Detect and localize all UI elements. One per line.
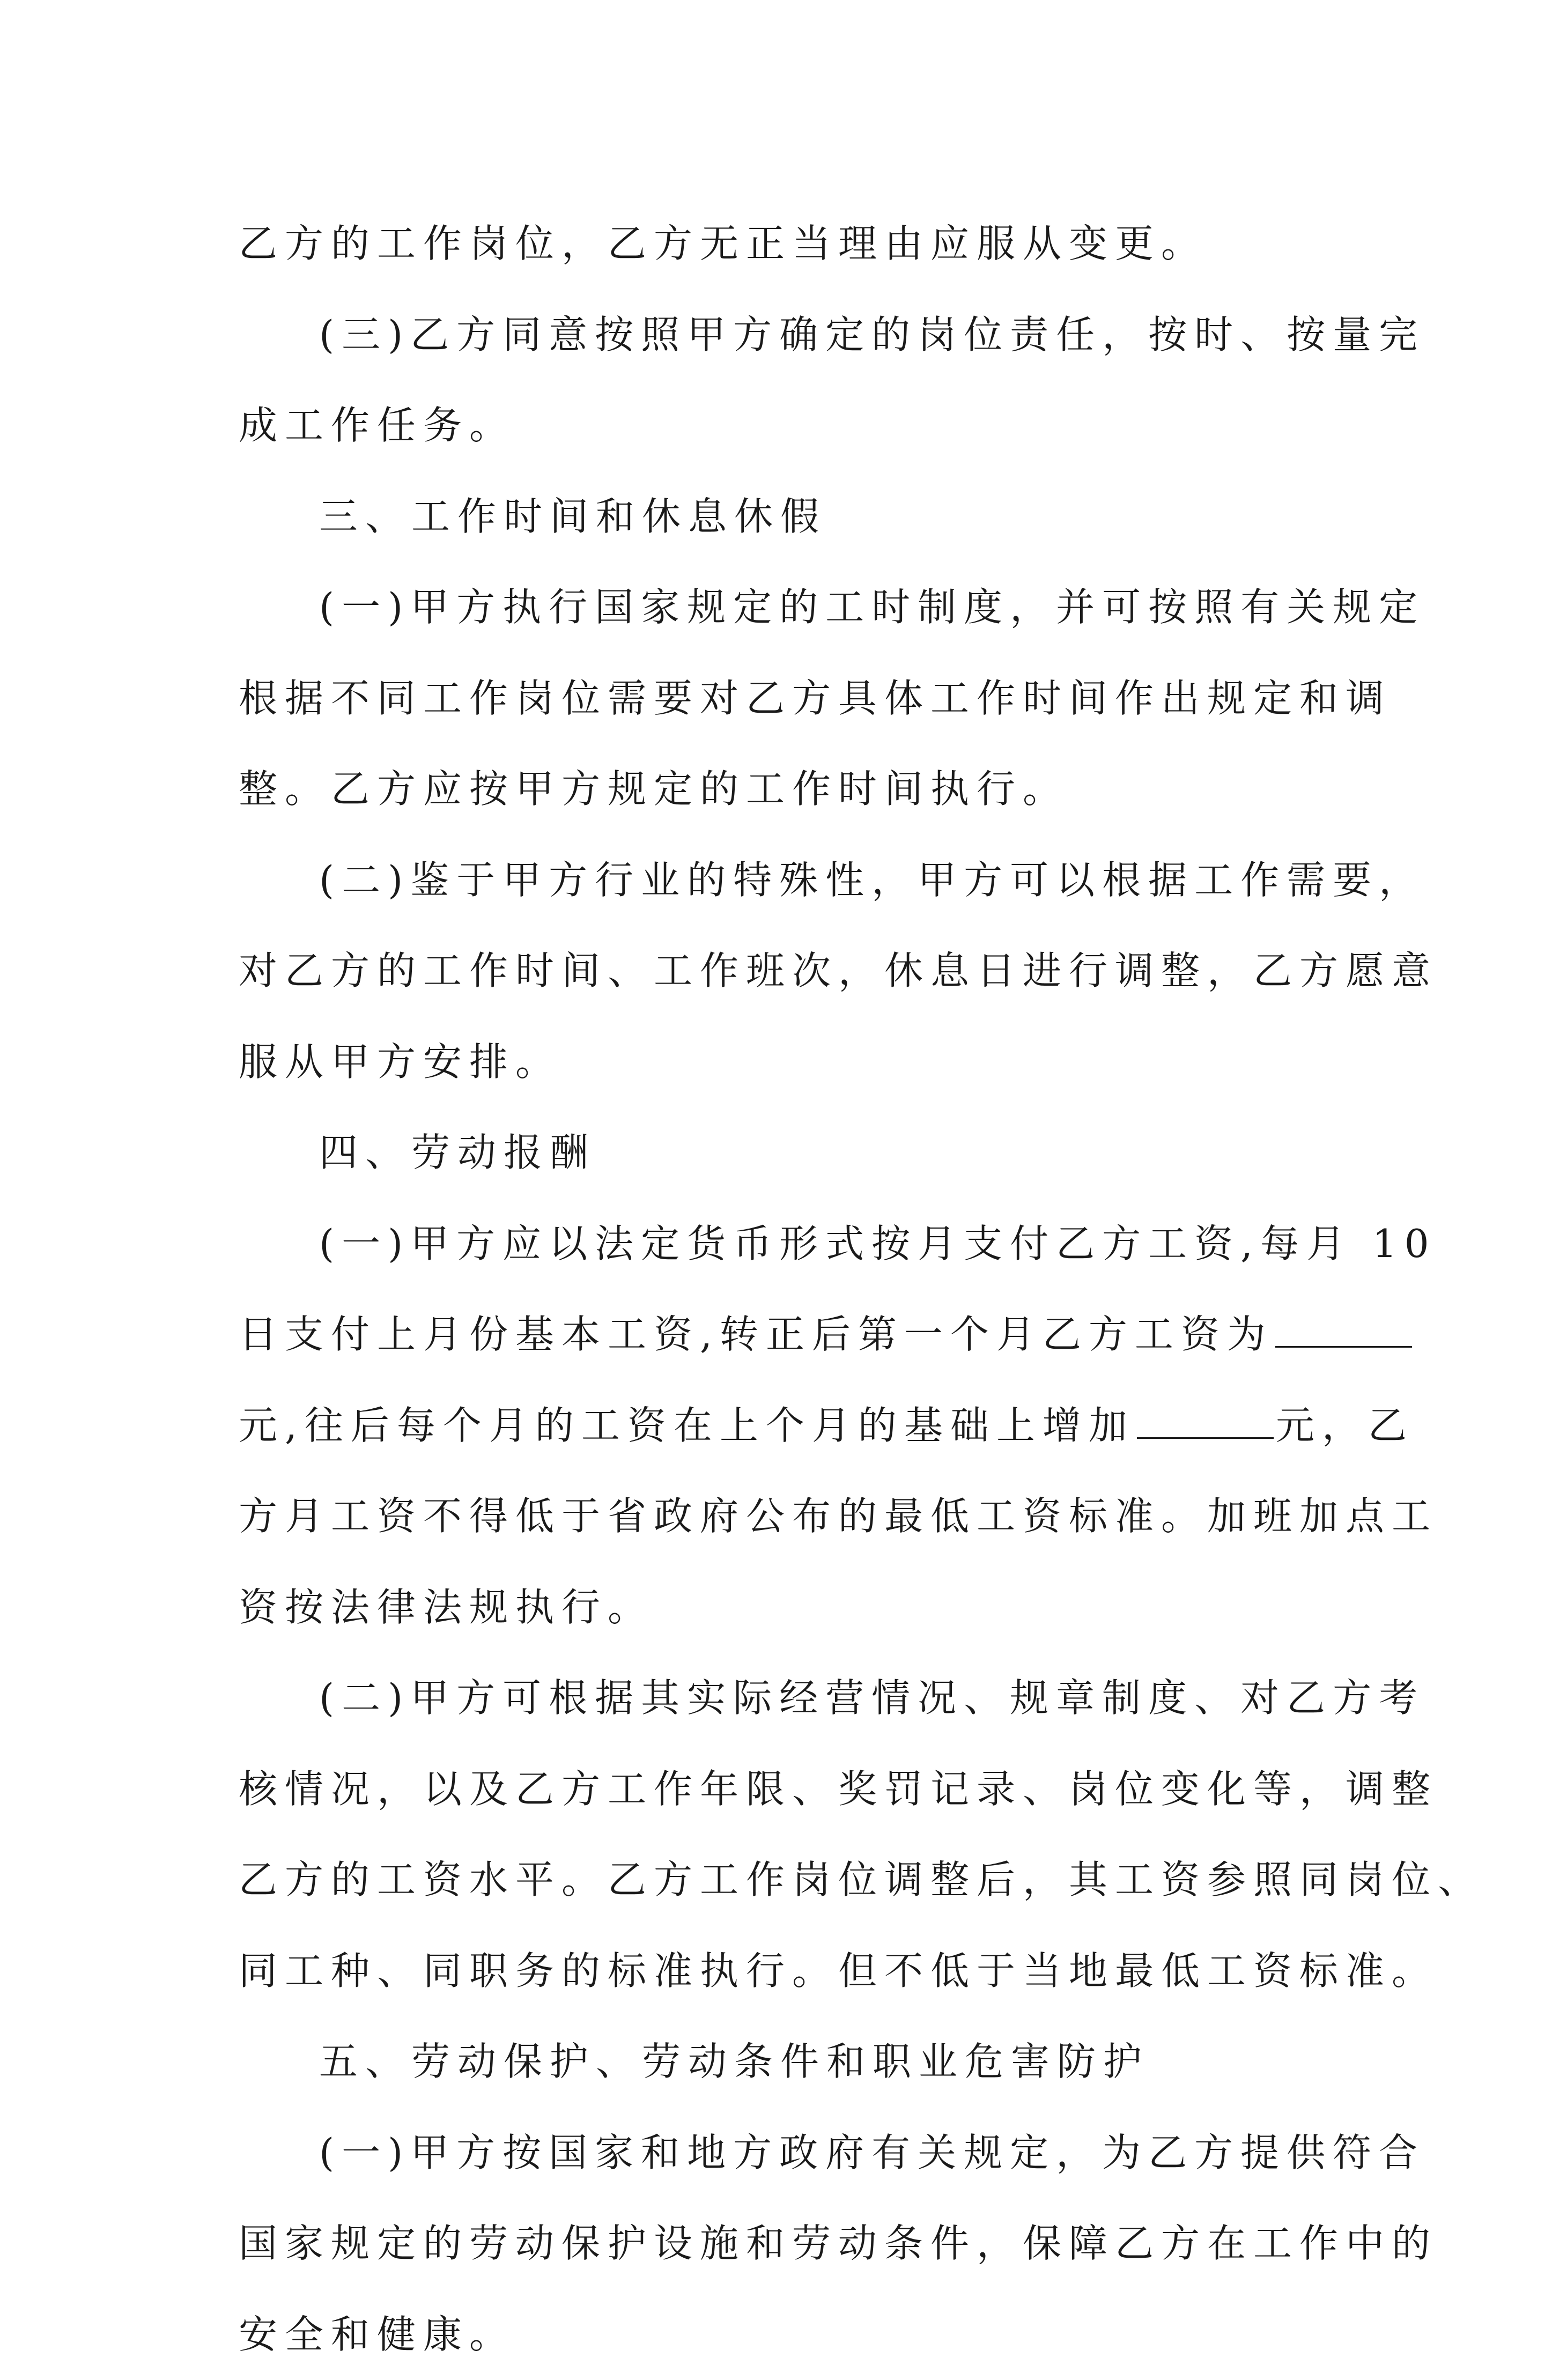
section-heading-labor-protection: 五、劳动保护、劳动条件和职业危害防护 [239, 2016, 1317, 2108]
text-line: 方月工资不得低于省政府公布的最低工资标准。加班加点工 [239, 1471, 1317, 1562]
clause-2-line: (二)甲方可根据其实际经营情况、规章制度、对乙方考 [239, 1653, 1317, 1744]
text-line: 核情况，以及乙方工作年限、奖罚记录、岗位变化等，调整 [239, 1744, 1317, 1835]
text-line: 根据不同工作岗位需要对乙方具体工作时间作出规定和调 [239, 653, 1317, 744]
text-fragment: 元,往后每个月的工资在上个月的基础上增加 [239, 1403, 1135, 1448]
text-line: 服从甲方安排。 [239, 1017, 1317, 1108]
clause-1-line: (一)甲方执行国家规定的工时制度，并可按照有关规定 [239, 562, 1317, 653]
text-line-with-blank [239, 1380, 1317, 1472]
clause-3-line: (三)乙方同意按照甲方确定的岗位责任，按时、按量完 [239, 290, 1317, 381]
text-line: 对乙方的工作时间、工作班次，休息日进行调整，乙方愿意 [239, 926, 1317, 1017]
salary-blank [1275, 1314, 1412, 1348]
clause-1-line: (一)甲方按国家和地方政府有关规定，为乙方提供符合 [239, 2108, 1317, 2199]
document-body [239, 198, 1317, 2380]
clause-1-line: (一)甲方应以法定货币形式按月支付乙方工资,每月 10 [239, 1199, 1317, 1290]
text-line: 乙方的工资水平。乙方工作岗位调整后，其工资参照同岗位、 [239, 1835, 1317, 1926]
text-fragment: 元，乙 [1276, 1403, 1414, 1448]
text-line: 整。乙方应按甲方规定的工作时间执行。 [239, 744, 1317, 835]
text-line: 同工种、同职务的标准执行。但不低于当地最低工资标准。 [239, 1926, 1317, 2017]
text-fragment: 日支付上月份基本工资,转正后第一个月乙方工资为 [239, 1312, 1273, 1357]
section-heading-work-hours: 三、工作时间和休息休假 [239, 471, 1317, 563]
text-line: 国家规定的劳动保护设施和劳动条件，保障乙方在工作中的 [239, 2198, 1317, 2289]
clause-2-line: (二)鉴于甲方行业的特殊性，甲方可以根据工作需要， [239, 835, 1317, 926]
text-line: 资按法律法规执行。 [239, 1562, 1317, 1653]
text-line: 安全和健康。 [239, 2289, 1317, 2380]
text-line-with-blank [239, 1289, 1317, 1380]
text-line: 乙方的工作岗位，乙方无正当理由应服从变更。 [239, 198, 1317, 290]
increment-blank [1137, 1405, 1274, 1439]
text-line: 成工作任务。 [239, 380, 1317, 471]
section-heading-remuneration: 四、劳动报酬 [239, 1107, 1317, 1199]
